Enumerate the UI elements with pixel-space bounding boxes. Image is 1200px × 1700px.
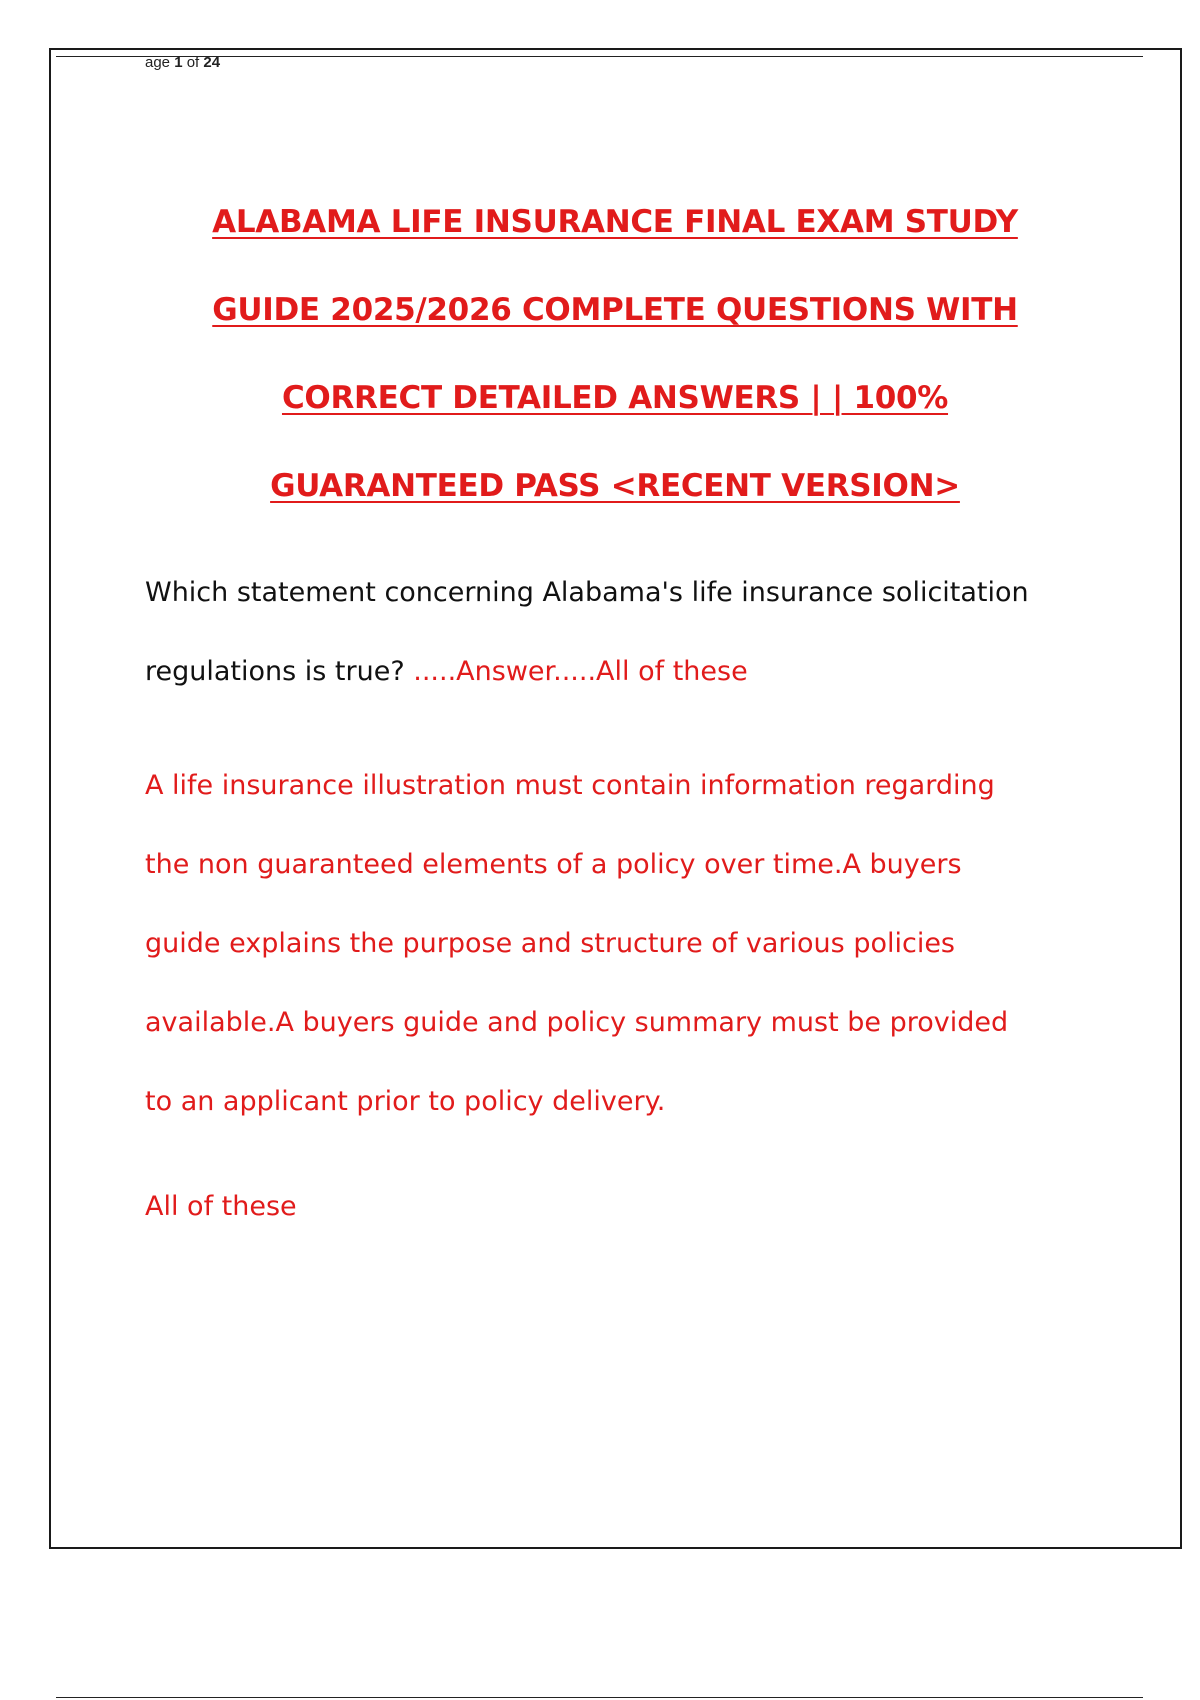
page-number: 1 — [174, 54, 183, 71]
explanation-line-4: available.A buyers guide and policy summary must be provided — [145, 1007, 1009, 1038]
question-text-end: regulations is true? — [145, 656, 414, 687]
title-line-1: ALABAMA LIFE INSURANCE FINAL EXAM STUDY — [212, 204, 1018, 240]
question-line-2 — [145, 632, 1105, 711]
explanation-line-1: A life insurance illustration must contain information regarding — [145, 770, 995, 801]
page-counter — [145, 54, 220, 72]
explanation-line-5: to an applicant prior to policy delivery. — [145, 1086, 666, 1117]
document-title — [145, 178, 1085, 530]
final-answer: All of these — [145, 1191, 297, 1222]
title-line-3: CORRECT DETAILED ANSWERS | | 100% — [281, 380, 949, 416]
page-total: 24 — [203, 54, 221, 71]
title-line-2: GUIDE 2025/2026 COMPLETE QUESTIONS WITH — [212, 292, 1018, 328]
inline-answer: .....Answer.....All of these — [413, 656, 748, 687]
page-counter-of: of — [182, 54, 204, 71]
answer-explanation — [145, 746, 1105, 1141]
title-line-4: GUARANTEED PASS <RECENT VERSION> — [270, 468, 960, 504]
question-block — [145, 553, 1105, 711]
footer-rule — [56, 1697, 1143, 1698]
page-counter-prefix: age — [145, 54, 175, 71]
question-line-1: Which statement concerning Alabama's life insurance solicitation — [145, 577, 1029, 608]
explanation-line-3: guide explains the purpose and structure of various policies — [145, 928, 955, 959]
explanation-line-2: the non guaranteed elements of a policy over time.A buyers — [145, 849, 962, 880]
